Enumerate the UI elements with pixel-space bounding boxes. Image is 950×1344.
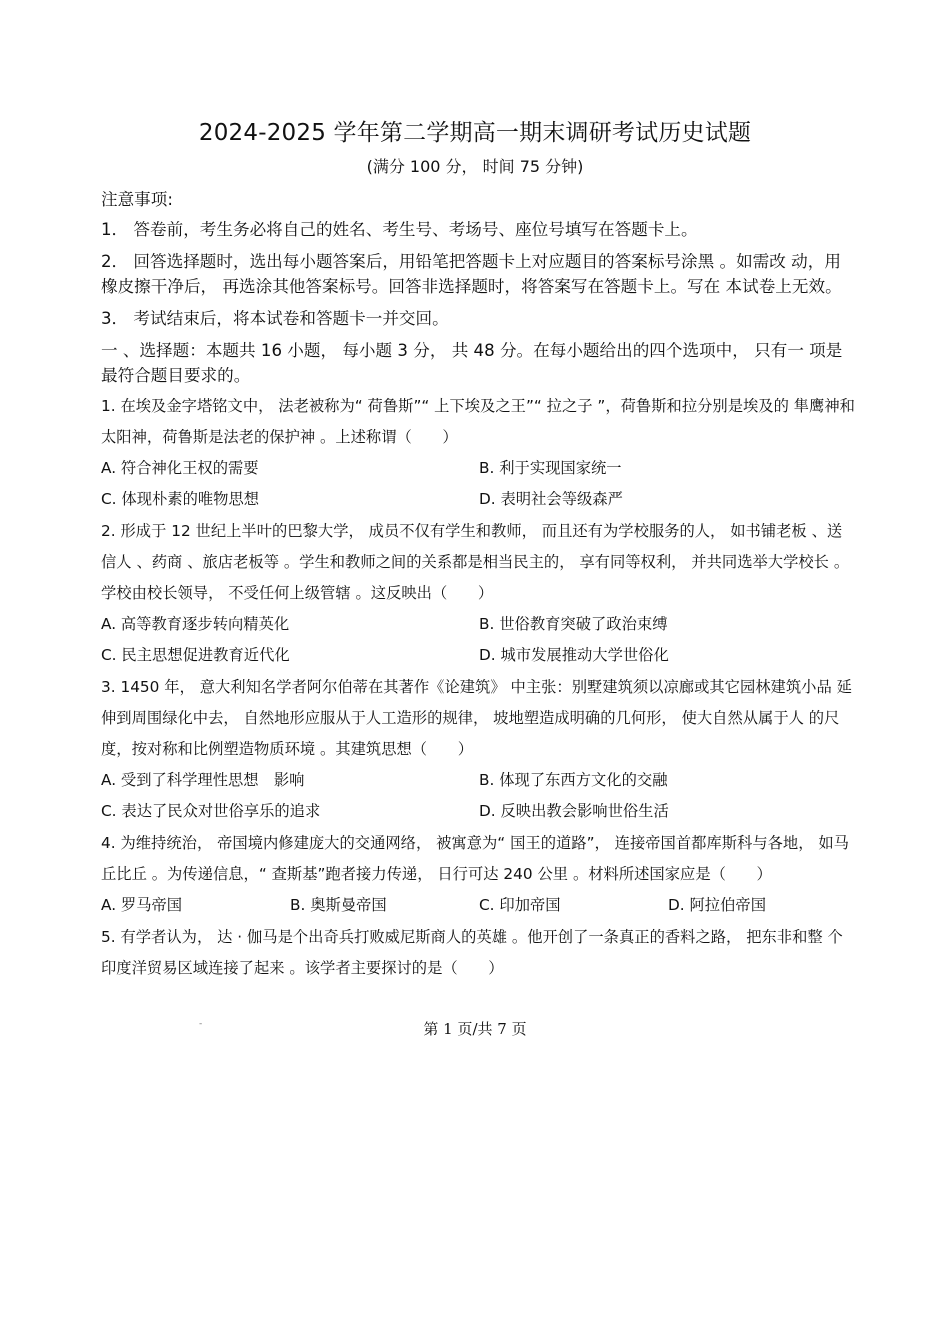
question-3 <box>101 672 857 827</box>
notice-item-3: 3． 考试结束后，将本试卷和答题卡一并交回。 <box>101 309 449 328</box>
footer-mark: - <box>199 1019 203 1029</box>
question-stem: 1. 在埃及金字塔铭文中， 法老被称为“ 荷鲁斯”“ 上下埃及之王”“ 拉之子 ”，荷鲁斯和拉分别是埃及的 隼鹰神和太阳神，荷鲁斯是法老的保护神 。上述称谓（ ） <box>101 397 855 446</box>
option-row <box>101 796 857 827</box>
option-row <box>101 484 857 515</box>
question-4 <box>101 828 857 921</box>
option-c: C. 民主思想促进教育近代化 <box>101 646 290 664</box>
option-a: A. 高等教育逐步转向精英化 <box>101 615 290 633</box>
option-d: D. 阿拉伯帝国 <box>668 896 766 914</box>
option-a: A. 受到了科学理性思想 影响 <box>101 771 305 789</box>
page-number: 第 1 页/共 7 页 <box>423 1020 527 1038</box>
notice-heading: 注意事项: <box>101 190 173 209</box>
option-b: B. 体现了东西方文化的交融 <box>479 771 668 789</box>
question-2 <box>101 516 857 671</box>
option-row <box>101 640 857 671</box>
option-b: B. 世俗教育突破了政治束缚 <box>479 615 668 633</box>
question-5 <box>101 922 857 984</box>
question-stem: 5. 有学者认为， 达 · 伽马是个出奇兵打败威尼斯商人的英雄 。他开创了一条真正的香料之路， 把东非和整 个印度洋贸易区域连接了起来 。该学者主要探讨的是（ ） <box>101 928 843 977</box>
question-stem: 4. 为维持统治， 帝国境内修建庞大的交通网络， 被寓意为“ 国王的道路”， 连接帝国首都库斯科与各地， 如马丘比丘 。为传递信息，“ 查斯基”跑者接力传递， 日行可达 240 公里 。材料所述国家应是（ ） <box>101 834 849 883</box>
exam-title: 2024-2025 学年第二学期高一期末调研考试历史试题 <box>198 120 752 146</box>
option-row <box>101 890 857 921</box>
option-c: C. 印加帝国 <box>479 896 561 914</box>
option-row <box>101 609 857 640</box>
notice-item-2: 2． 回答选择题时，选出每小题答案后，用铅笔把答题卡上对应题目的答案标号涂黑 。如需改 动，用橡皮擦干净后， 再选涂其他答案标号。回答非选择题时，将答案写在答题卡上。写在 本试卷上无效。 <box>101 252 842 296</box>
option-a: A. 罗马帝国 <box>101 896 183 914</box>
exam-subtitle: (满分 100 分， 时间 75 分钟) <box>366 157 584 176</box>
notice-item-1: 1． 答卷前，考生务必将自己的姓名、考生号、考场号、座位号填写在答题卡上。 <box>101 220 698 239</box>
exam-content <box>101 187 857 984</box>
question-stem: 2. 形成于 12 世纪上半叶的巴黎大学， 成员不仅有学生和教师， 而且还有为学校服务的人， 如书铺老板 、送 信人 、药商 、旅店老板等 。学生和教师之间的关系都是相当民主的， 享有同等权利， 并共同选举大学校长 。 学校由校长领导， 不受任何上级管辖 。这反映出（ ） <box>101 522 850 602</box>
option-row <box>101 765 857 796</box>
option-c: C. 表达了民众对世俗享乐的追求 <box>101 802 321 820</box>
option-d: D. 反映出教会影响世俗生活 <box>479 802 669 820</box>
option-d: D. 表明社会等级森严 <box>479 490 623 508</box>
option-d: D. 城市发展推动大学世俗化 <box>479 646 669 664</box>
question-stem: 3. 1450 年， 意大利知名学者阿尔伯蒂在其著作《论建筑》 中主张：别墅建筑须以凉廊或其它园林建筑小品 延伸到周围绿化中去， 自然地形应服从于人工造形的规律， 坡地塑造成明确的几何形， 使大自然从属于人 的尺度，按对称和比例塑造物质环境 。其建筑思想（ ） <box>101 678 852 758</box>
option-row <box>101 453 857 484</box>
option-b: B. 利于实现国家统一 <box>479 459 622 477</box>
option-c: C. 体现朴素的唯物思想 <box>101 490 260 508</box>
section-heading: 一 、选择题：本题共 16 小题， 每小题 3 分， 共 48 分。在每小题给出的四个选项中， 只有一 项是最符合题目要求的。 <box>101 341 843 385</box>
option-a: A. 符合神化王权的需要 <box>101 459 259 477</box>
option-b: B. 奥斯曼帝国 <box>290 896 387 914</box>
question-1 <box>101 391 857 515</box>
